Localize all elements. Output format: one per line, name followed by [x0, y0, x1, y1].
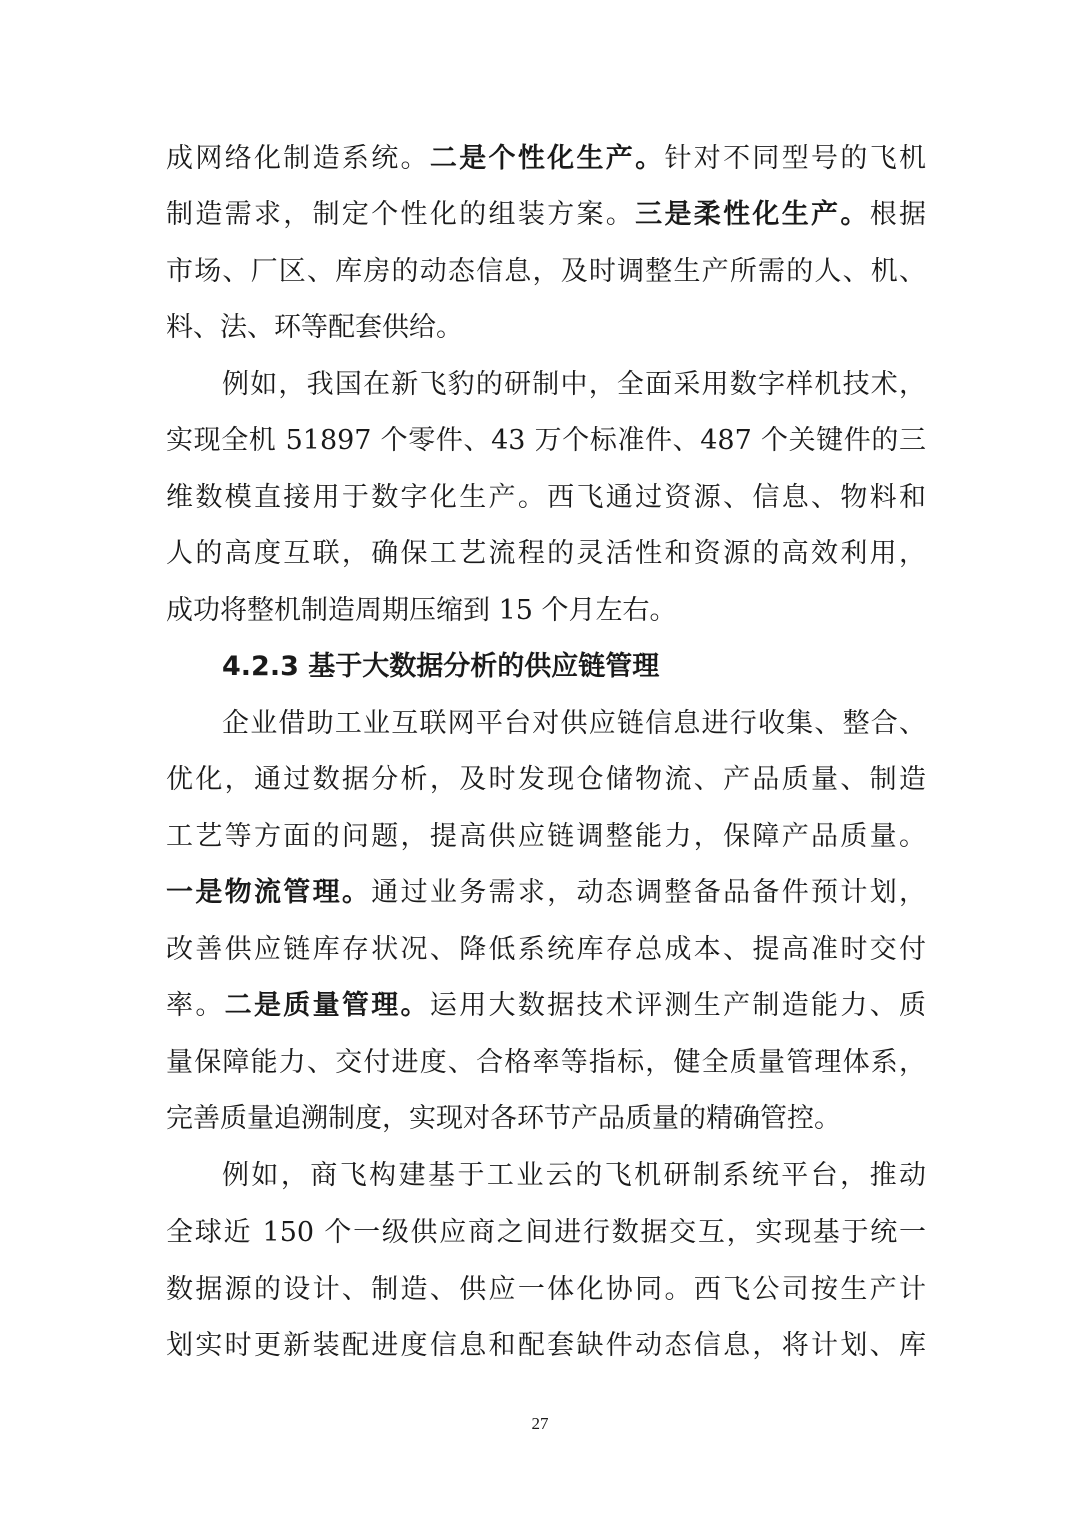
bold-phrase: 二是质量管理。: [224, 990, 430, 1021]
text-line: 优化，通过数据分析，及时发现仓储物流、产品质量、制造: [166, 764, 926, 795]
bold-phrase: 二是个性化生产。: [429, 143, 665, 174]
text-line: 完善质量追溯制度，实现对各环节产品质量的精确管控。: [166, 1103, 841, 1134]
text-line: 成网络化制造系统。二是个性化生产。针对不同型号的飞机: [166, 143, 927, 174]
text-line: 工艺等方面的问题，提高供应链调整能力，保障产品质量。: [166, 821, 926, 852]
text-line: 企业借助工业互联网平台对供应链信息进行收集、整合、: [222, 708, 926, 739]
text-line: 制造需求，制定个性化的组装方案。三是柔性化生产。根据: [166, 199, 927, 230]
section-heading: 4.2.3 基于大数据分析的供应链管理: [222, 651, 660, 682]
text-line: 例如，商飞构建基于工业云的飞机研制系统平台，推动: [222, 1160, 926, 1191]
bold-phrase: 三是柔性化生产。: [635, 199, 870, 230]
text-line: 率。二是质量管理。运用大数据技术评测生产制造能力、质: [166, 990, 927, 1021]
text-line: 市场、厂区、库房的动态信息，及时调整生产所需的人、机、: [166, 256, 926, 287]
text-line: 实现全机 51897 个零件、43 万个标准件、487 个关键件的三: [166, 425, 926, 456]
bold-phrase: 一是物流管理。: [166, 877, 372, 908]
text-line: 一是物流管理。通过业务需求，动态调整备品备件预计划，: [166, 877, 927, 908]
text-line: 人的高度互联，确保工艺流程的灵活性和资源的高效利用，: [166, 538, 926, 569]
text-line: 量保障能力、交付进度、合格率等指标，健全质量管理体系，: [166, 1047, 926, 1078]
text-line: 维数模直接用于数字化生产。西飞通过资源、信息、物料和: [166, 482, 926, 513]
text-line: 成功将整机制造周期压缩到 15 个月左右。: [166, 595, 677, 626]
page-number: 27: [531, 1414, 549, 1433]
text-line: 划实时更新装配进度信息和配套缺件动态信息，将计划、库: [166, 1330, 926, 1361]
text-line: 数据源的设计、制造、供应一体化协同。西飞公司按生产计: [166, 1274, 926, 1305]
text-line: 全球近 150 个一级供应商之间进行数据交互，实现基于统一: [166, 1217, 926, 1248]
text-line: 例如，我国在新飞豹的研制中，全面采用数字样机技术，: [222, 369, 926, 400]
text-line: 料、法、环等配套供给。: [166, 312, 463, 343]
text-line: 改善供应链库存状况、降低系统库存总成本、提高准时交付: [166, 934, 926, 965]
